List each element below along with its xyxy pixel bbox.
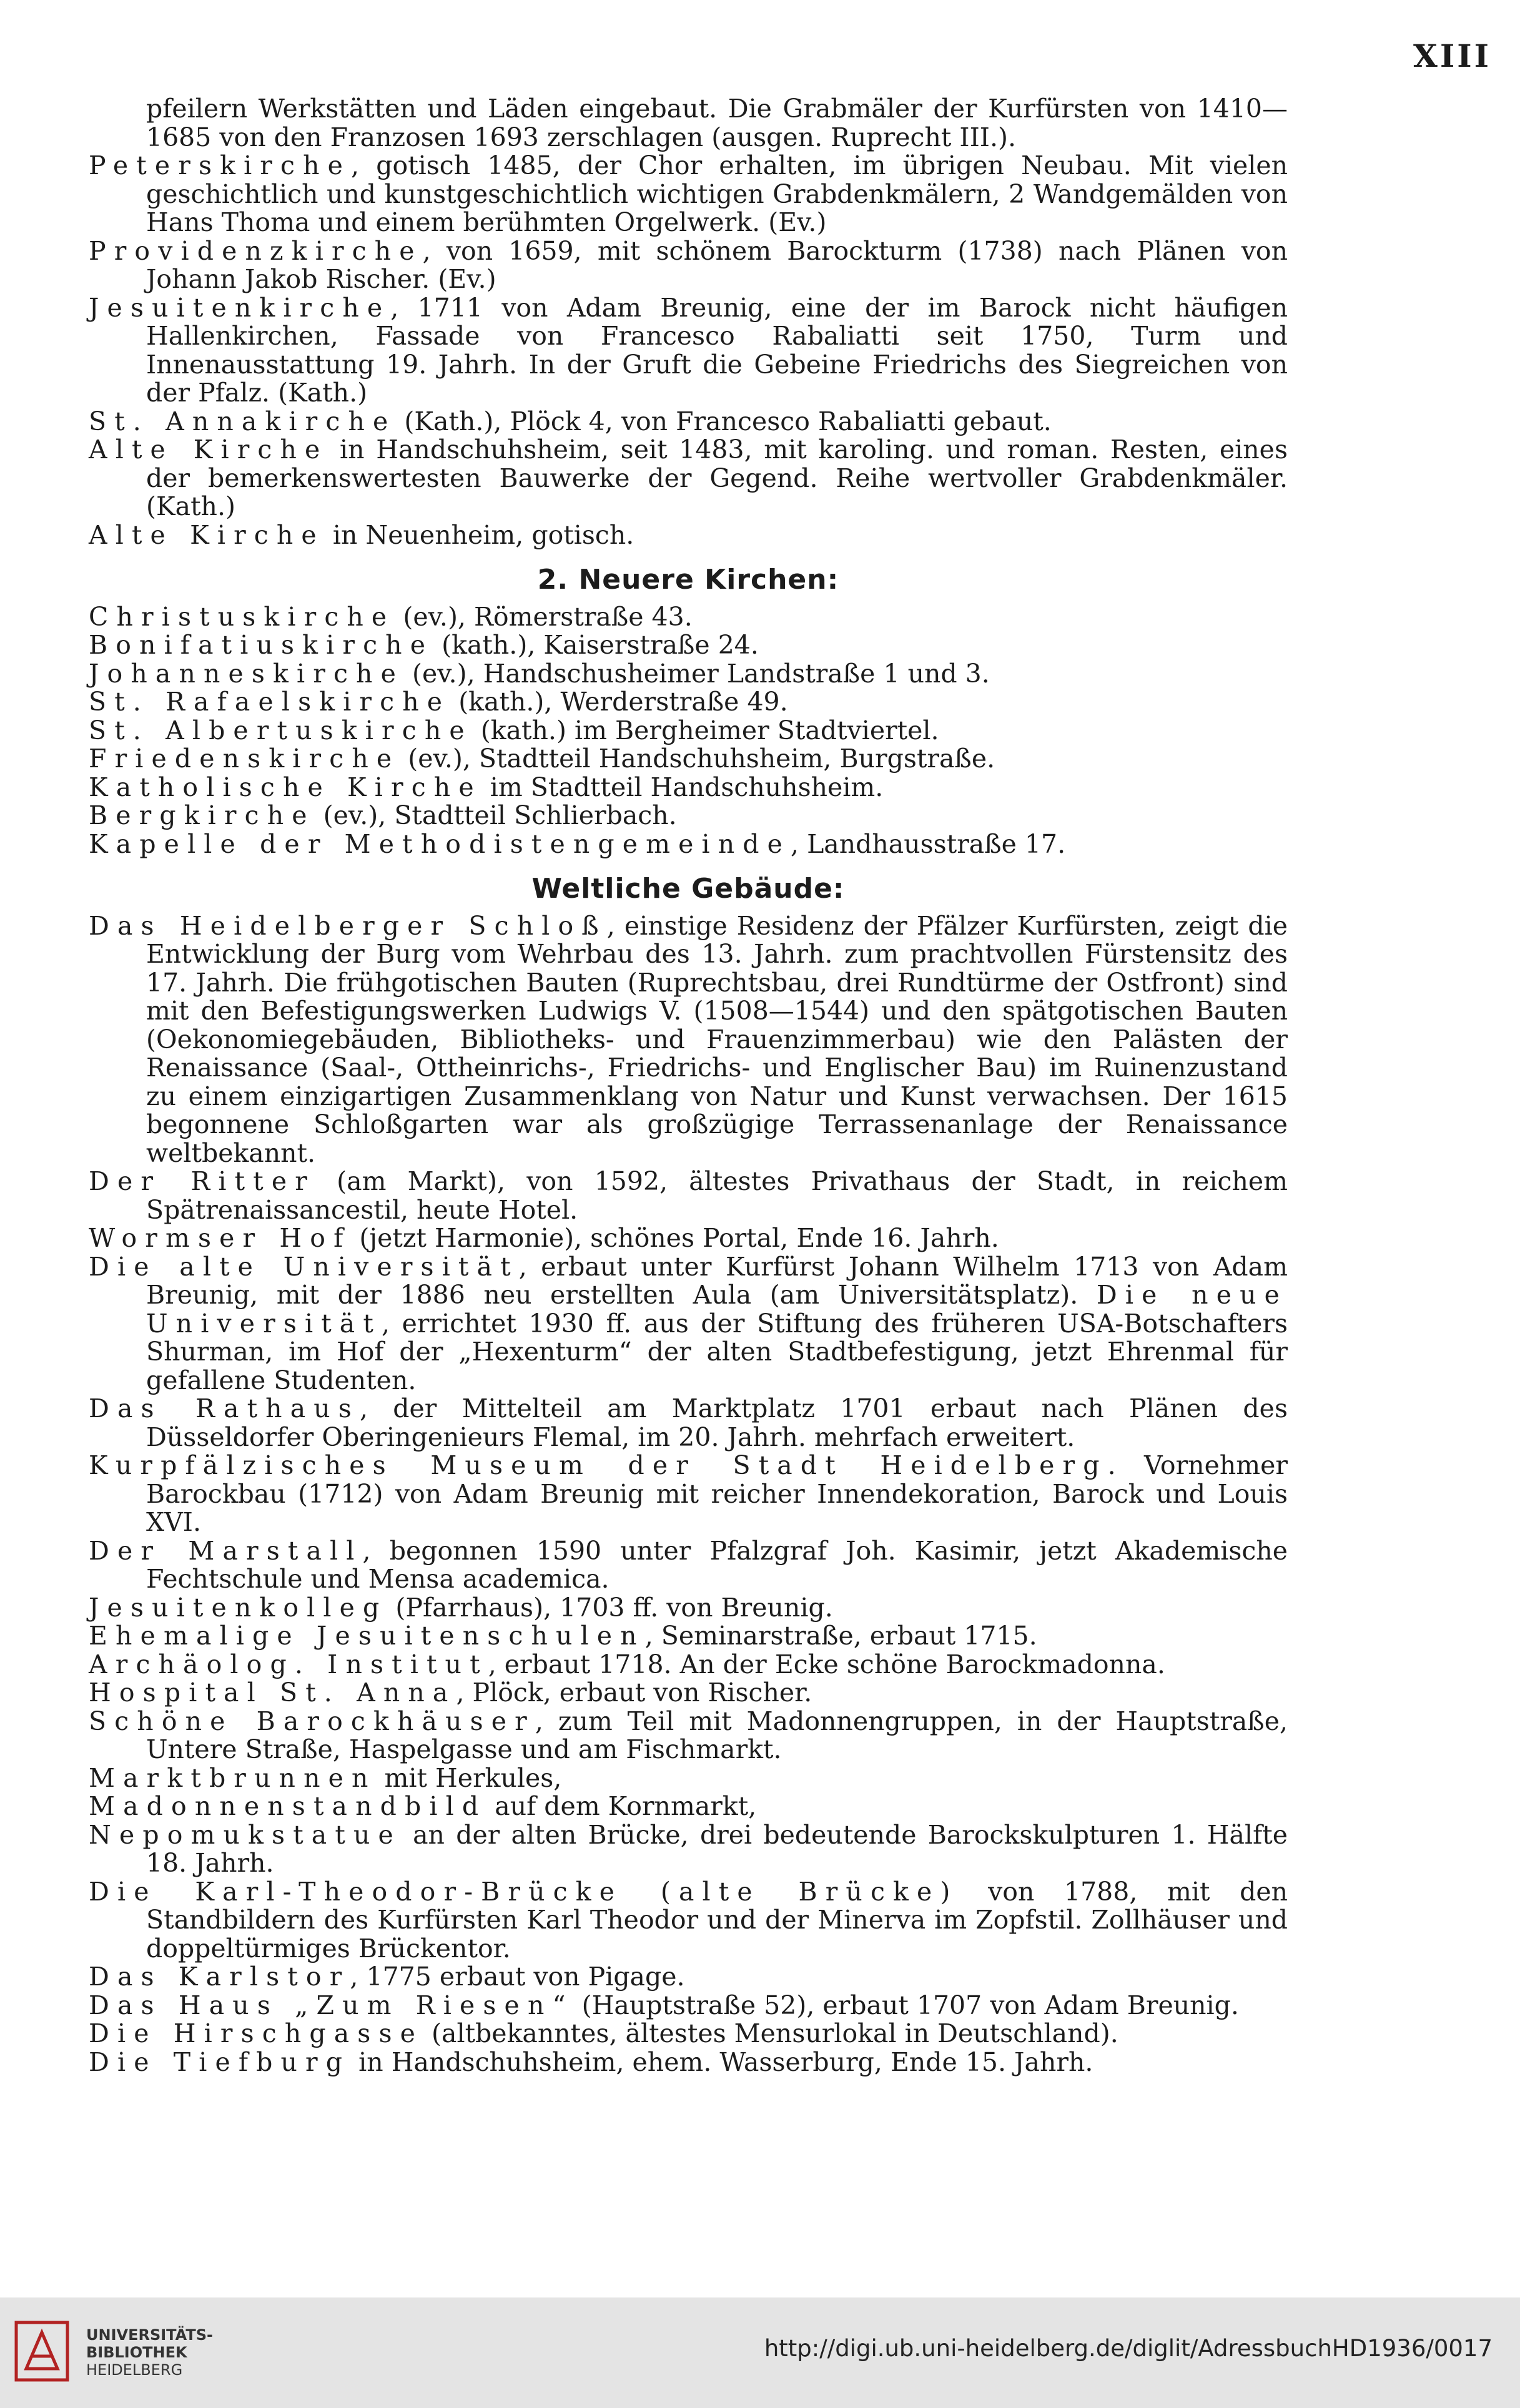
entry-name: Archäolog. Institut (89, 1649, 488, 1679)
entry-description: an der alten Brücke, drei bedeutende Barockskulpturen 1. Hälfte 18. Jahrh. (146, 1819, 1288, 1878)
entry-description: (ev.), Handschusheimer Landstraße 1 und 3. (403, 658, 990, 689)
entry-description: (kath.), Werderstraße 49. (450, 687, 788, 717)
entry-description: , erbaut unter Kurfürst Johann Wilhelm 1713 von Adam Breunig, mit der 1886 neu erstellten Aula (am Universitätsplatz). (146, 1251, 1288, 1310)
entry-name: Die alte Universität (89, 1251, 519, 1282)
entry-description: (ev.), Stadtteil Schlierbach. (315, 800, 677, 830)
entry-name: Katholische Kirche (89, 772, 482, 802)
footer-bar (0, 2297, 1520, 2408)
building-entry (89, 1537, 1288, 1594)
building-entry (89, 1708, 1288, 1764)
church-entry (89, 774, 1288, 802)
building-entry (89, 1224, 1288, 1253)
church-entry (89, 95, 1288, 152)
church-entry (89, 152, 1288, 237)
entry-name: St. Annakirche (89, 406, 397, 436)
church-entry (89, 294, 1288, 408)
church-entry (89, 521, 1288, 550)
entry-name: Jesuitenkolleg (89, 1592, 388, 1623)
entry-name: Marktbrunnen (89, 1762, 377, 1793)
building-entry (89, 1594, 1288, 1623)
entry-description: (jetzt Harmonie), schönes Portal, Ende 16. Jahrh. (351, 1223, 999, 1253)
building-entry (89, 912, 1288, 1168)
entry-name: Das Rathaus (89, 1393, 360, 1423)
university-library-logo-icon (14, 2319, 70, 2384)
entry-name: Die neue Universität (146, 1280, 1288, 1339)
entry-name: Friedenskirche (89, 744, 400, 774)
library-name (86, 2326, 213, 2379)
entry-name: Madonnenstandbild (89, 1791, 487, 1821)
entry-description: , begonnen 1590 unter Pfalzgraf Joh. Kasimir, jetzt Akademische Fechtschule und Mensa academica. (146, 1535, 1288, 1594)
entry-description: (Pfarrhaus), 1703 ff. von Breunig. (387, 1592, 833, 1623)
building-entry (89, 1452, 1288, 1537)
entry-name: Jesuitenkirche (89, 292, 391, 323)
entry-description: , 1775 erbaut von Pigage. (350, 1962, 685, 1992)
library-name-line-2: BIBLIOTHEK (86, 2344, 187, 2361)
entry-name: Johanneskirche (89, 658, 404, 689)
entry-description: , Landhausstraße 17. (791, 828, 1066, 859)
old-churches-list (89, 95, 1288, 549)
entry-description: (ev.), Römerstraße 43. (395, 601, 693, 632)
entry-description: (am Markt), von 1592, ältestes Privathaus der Stadt, in reichem Spätrenaissancestil, heute Hotel. (146, 1166, 1288, 1225)
entry-name: Peterskirche (89, 150, 352, 180)
church-entry (89, 660, 1288, 689)
entry-name: St. Albertuskirche (89, 715, 473, 745)
section-heading-secular-buildings: Weltliche Gebäude: (531, 873, 845, 905)
entry-name: Die Karl-Theodor-Brücke (alte Brücke) (89, 1876, 959, 1907)
entry-description: im Stadtteil Handschuhsheim. (481, 772, 884, 802)
entry-name: Bonifatiuskirche (89, 630, 434, 660)
entry-description: (kath.), Kaiserstraße 24. (433, 630, 759, 660)
entry-description: (ev.), Stadtteil Handschuhsheim, Burgstraße. (400, 744, 995, 774)
entry-description: , einstige Residenz der Pfälzer Kurfürsten, zeigt die Entwicklung der Burg vom Wehrbau des 13. Jahrh. zum prachtvollen Fürstensitz des 17. Jahrh. Die frühgotischen Bauten (Ruprechtsbau, drei Rundtürme der Ostfront) sind mit den Befestigungswerken Ludwigs V. (1508—1544) und den spätgotischen Bauten (Oekonomiegebäuden, Bibliotheks- und Frauenzimmerbau) wie den Palästen der Renaissance (Saal-, Ottheinrichs-, Friedrichs- und Englischer Bau) im Ruinenzustand zu einem einzigartigen Zusammenklang von Natur und Kunst verwachsen. Der 1615 begonnene Schloßgarten war als großzügige Terrassenanlage der Renaissance weltbekannt. (146, 910, 1288, 1168)
building-entry (89, 1622, 1288, 1651)
entry-description: , zum Teil mit Madonnengruppen, in der Hauptstraße, Untere Straße, Haspelgasse und am Fischmarkt. (146, 1706, 1288, 1764)
library-name-line-1: UNIVERSITÄTS- (86, 2326, 214, 2344)
church-entry (89, 688, 1288, 717)
entry-name: Bergkirche (89, 800, 315, 830)
entry-name: Alte Kirche (89, 435, 328, 464)
page-number: XIII (1413, 37, 1491, 74)
entry-name: Alte Kirche (89, 519, 325, 550)
entry-description: (Kath.), Plöck 4, von Francesco Rabaliatti gebaut. (396, 406, 1052, 436)
entry-name: Nepomukstatue (89, 1819, 402, 1850)
entry-description: , der Mittelteil am Marktplatz 1701 erbaut nach Plänen des Düsseldorfer Oberingenieurs Flemal, im 20. Jahrh. mehrfach erweitert. (146, 1393, 1288, 1452)
entry-description: in Handschuhsheim, seit 1483, mit karoling. und roman. Resten, eines der bemerkenswertesten Bauwerke der Gegend. Reihe wertvoller Grabdenkmäler. (Kath.) (146, 435, 1288, 521)
church-entry (89, 436, 1288, 521)
source-url[interactable]: http://digi.ub.uni-heidelberg.de/diglit/AdressbuchHD1936/0017 (764, 2335, 1493, 2362)
entry-description: . Vornehmer Barockbau (1712) von Adam Breunig mit reicher Innendekoration, Barock und Louis XVI. (146, 1450, 1288, 1537)
church-entry (89, 717, 1288, 745)
entry-name: Der Marstall (89, 1535, 363, 1566)
church-entry (89, 802, 1288, 830)
entry-description: , 1711 von Adam Breunig, eine der im Barock nicht häufigen Hallenkirchen, Fassade von Francesco Rabaliatti seit 1750, Turm und Innenausstattung 19. Jahrh. In der Gruft die Gebeine Friedrichs des Siegreichen von der Pfalz. (Kath.) (146, 292, 1288, 408)
church-entry (89, 603, 1288, 632)
entry-name: St. Rafaelskirche (89, 687, 451, 717)
library-name-line-3: HEIDELBERG (86, 2361, 183, 2379)
entry-description: , Plöck, erbaut von Rischer. (456, 1678, 812, 1708)
entry-name: Kapelle der Methodistengemeinde (89, 828, 791, 859)
building-entry (89, 2048, 1288, 2077)
building-entry (89, 1395, 1288, 1452)
entry-description: , errichtet 1930 ff. aus der Stiftung des früheren USA-Botschafters Shurman, im Hof der „Hexenturm“ der alten Stadtbefestigung, jetzt Ehrenmal für gefallene Studenten. (146, 1308, 1288, 1395)
entry-description: pfeilern Werkstätten und Läden eingebaut. Die Grabmäler der Kurfürsten von 1410—1685 von den Franzosen 1693 zerschlagen (ausgen. Ruprecht III.). (146, 94, 1288, 152)
document-body (89, 95, 1288, 2076)
entry-description: , erbaut 1718. An der Ecke schöne Barockmadonna. (488, 1649, 1165, 1679)
secular-buildings-list (89, 912, 1288, 2077)
entry-description: auf dem Kornmarkt, (486, 1791, 757, 1821)
entry-description: , von 1659, mit schönem Barockturm (1738) nach Plänen von Johann Jakob Rischer. (Ev.) (146, 235, 1288, 294)
entry-description: (Hauptstraße 52), erbaut 1707 von Adam Breunig. (573, 1990, 1239, 2020)
entry-description: , gotisch 1485, der Chor erhalten, im übrigen Neubau. Mit vielen geschichtlich und kunstgeschichtlich wichtigen Grabdenkmälern, 2 Wandgemälden von Hans Thoma und einem berühmten Orgelwerk. (Ev.) (146, 150, 1288, 237)
entry-name: Das Heidelberger Schloß (89, 910, 607, 941)
entry-name: Ehemalige Jesuitenschulen (89, 1621, 645, 1651)
building-entry (89, 1679, 1288, 1708)
church-entry (89, 408, 1288, 436)
building-entry (89, 1992, 1288, 2020)
entry-name: Christuskirche (89, 601, 395, 632)
church-entry (89, 631, 1288, 660)
entry-description: , Seminarstraße, erbaut 1715. (644, 1621, 1037, 1651)
entry-name: Die Tiefburg (89, 2047, 351, 2077)
entry-description: in Handschuhsheim, ehem. Wasserburg, Ende 15. Jahrh. (350, 2047, 1093, 2077)
building-entry (89, 1253, 1288, 1395)
building-entry (89, 1963, 1288, 1992)
building-entry (89, 1764, 1288, 1793)
entry-name: Providenzkirche (89, 235, 423, 266)
entry-name: Hospital St. Anna (89, 1678, 456, 1708)
entry-description: von 1788, mit den Standbildern des Kurfürsten Karl Theodor und der Minerva im Zopfstil. Zollhäuser und doppeltürmiges Brückentor. (146, 1876, 1288, 1963)
entry-description: in Neuenheim, gotisch. (324, 519, 634, 550)
entry-name: Kurpfälzisches Museum der Stadt Heidelberg (89, 1450, 1108, 1480)
entry-name: Das Haus „Zum Riesen“ (89, 1990, 574, 2020)
entry-name: Der Ritter (89, 1166, 315, 1196)
entry-name: Die Hirschgasse (89, 2018, 423, 2048)
entry-description: (kath.) im Bergheimer Stadtviertel. (472, 715, 939, 745)
building-entry (89, 1792, 1288, 1821)
building-entry (89, 1651, 1288, 1679)
building-entry (89, 2020, 1288, 2048)
entry-name: Wormser Hof (89, 1223, 352, 1253)
section-heading-newer-churches: 2. Neuere Kirchen: (537, 564, 839, 596)
building-entry (89, 1878, 1288, 1963)
church-entry (89, 745, 1288, 774)
church-entry (89, 237, 1288, 294)
entry-description: (altbekanntes, ältestes Mensurlokal in Deutschland). (423, 2018, 1118, 2048)
newer-churches-list (89, 603, 1288, 859)
building-entry (89, 1167, 1288, 1224)
church-entry (89, 830, 1288, 859)
entry-name: Schöne Barockhäuser (89, 1706, 535, 1736)
entry-description: mit Herkules, (376, 1762, 562, 1793)
building-entry (89, 1821, 1288, 1878)
entry-name: Das Karlstor (89, 1962, 350, 1992)
